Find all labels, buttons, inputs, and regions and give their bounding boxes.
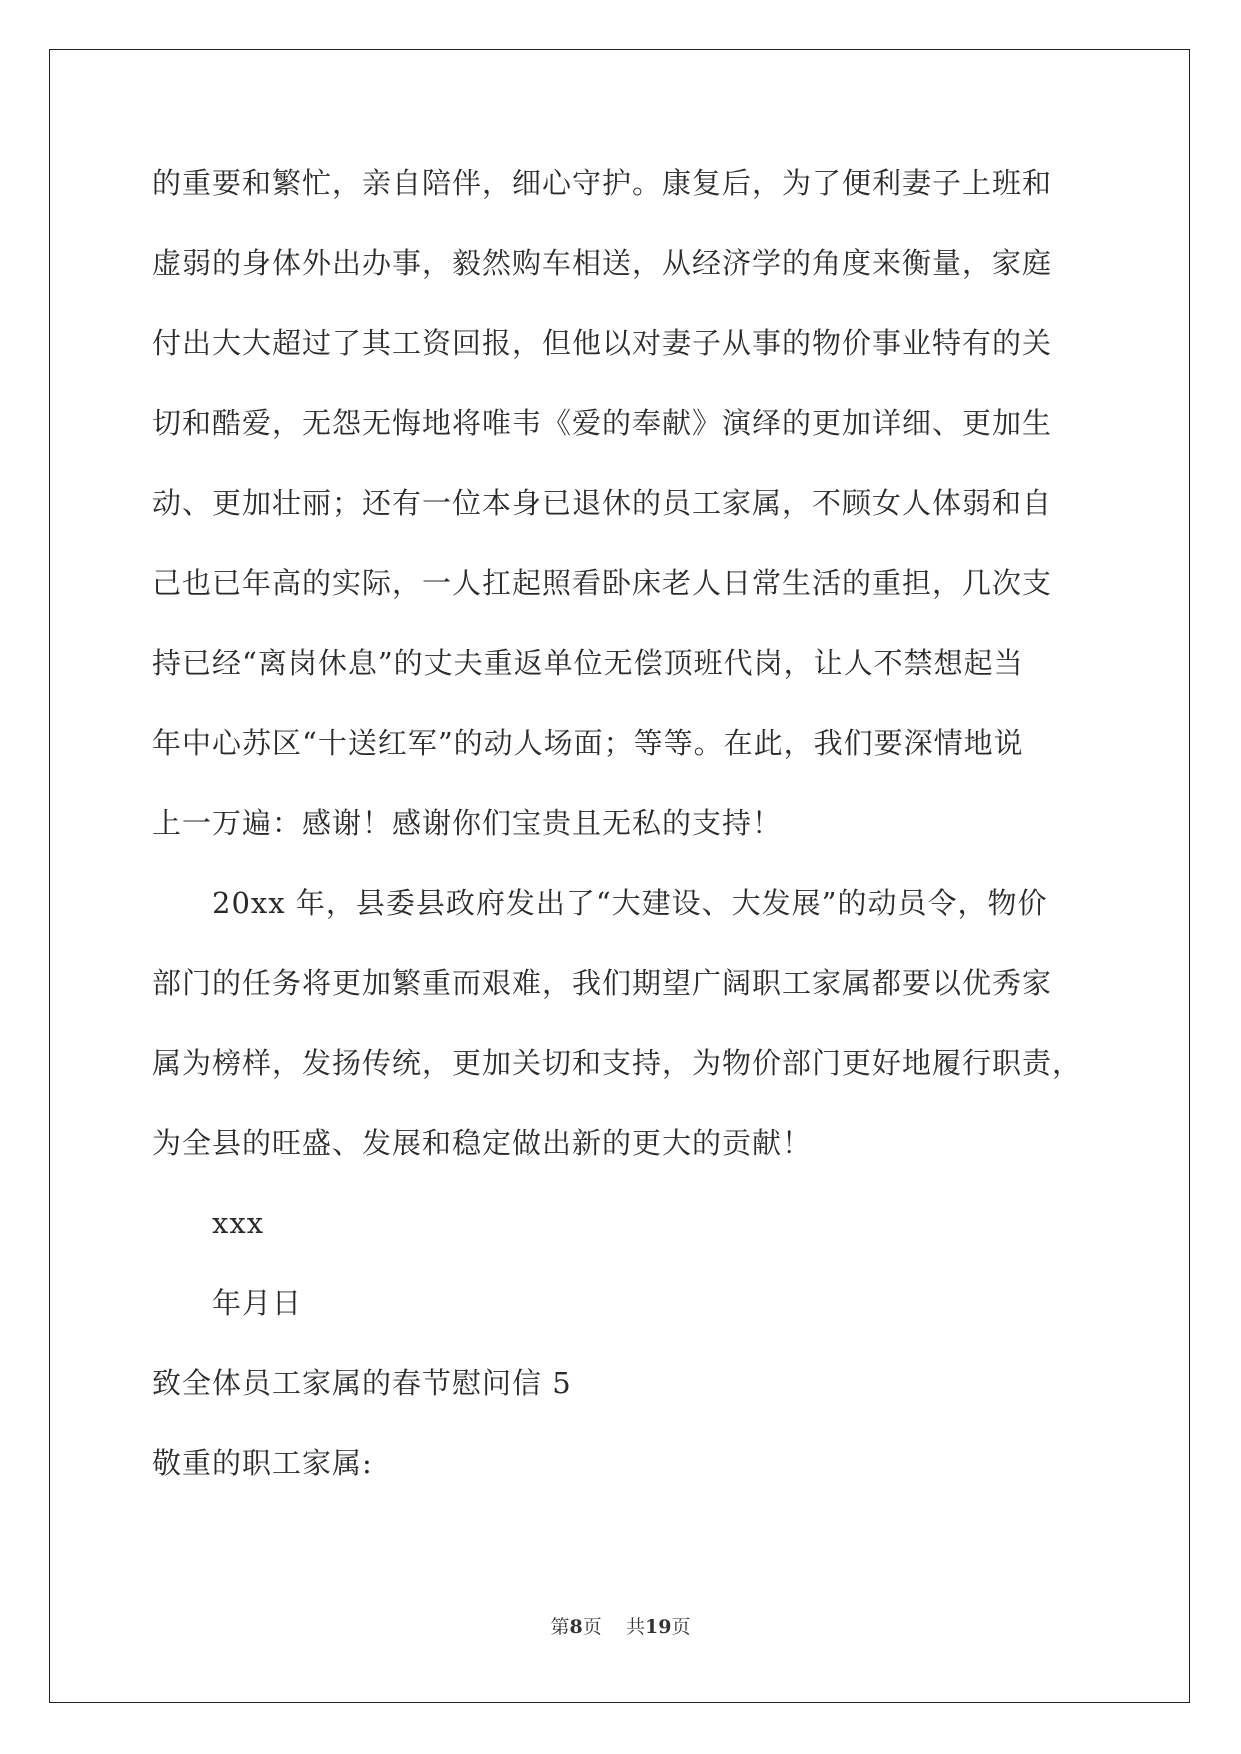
total-prefix: 共	[625, 1616, 645, 1638]
body-line: 的重要和繁忙，亲自陪伴，细心守护。康复后，为了便利妻子上班和	[152, 166, 1053, 200]
signature-date: 年月日	[212, 1286, 303, 1320]
page-prefix: 第	[550, 1616, 570, 1638]
body-line: 属为榜样，发扬传统，更加关切和支持，为物价部门更好地履行职责，	[152, 1046, 1083, 1080]
body-line: 部门的任务将更加繁重而艰难，我们期望广阔职工家属都要以优秀家	[152, 966, 1053, 1000]
signature-name: xxx	[212, 1206, 265, 1240]
body-line: 动、更加壮丽；还有一位本身已退休的员工家属，不顾女人体弱和自	[152, 486, 1053, 520]
page-suffix: 页	[582, 1616, 602, 1638]
body-line: 持已经“离岗休息”的丈夫重返单位无偿顶班代岗，让人不禁想起当	[152, 646, 1024, 680]
document-body	[152, 158, 1097, 1518]
paragraph-start-line: 20xx 年，县委县政府发出了“大建设、大发展”的动员令，物价	[212, 886, 1048, 920]
body-line: 为全县的旺盛、发展和稳定做出新的更大的贡献！	[152, 1126, 813, 1160]
page-footer	[0, 1612, 1241, 1639]
letter-title: 致全体员工家属的春节慰问信 5	[152, 1366, 572, 1400]
total-pages: 19	[644, 1616, 672, 1638]
body-line: 付出大大超过了其工资回报，但他以对妻子从事的物价事业特有的关	[152, 326, 1053, 360]
page-number: 8	[569, 1616, 583, 1638]
total-suffix: 页	[671, 1616, 691, 1638]
body-line: 切和酷爱，无怨无悔地将唯韦《爱的奉献》演绎的更加详细、更加生	[152, 406, 1053, 440]
letter-salutation: 敬重的职工家属:	[152, 1446, 373, 1480]
body-line: 虚弱的身体外出办事，毅然购车相送，从经济学的角度来衡量，家庭	[152, 246, 1053, 280]
body-line: 年中心苏区“十送红军”的动人场面；等等。在此，我们要深情地说	[152, 726, 1024, 760]
body-line: 上一万遍：感谢！感谢你们宝贵且无私的支持！	[152, 806, 783, 840]
body-line: 己也已年高的实际，一人扛起照看卧床老人日常生活的重担，几次支	[152, 566, 1053, 600]
